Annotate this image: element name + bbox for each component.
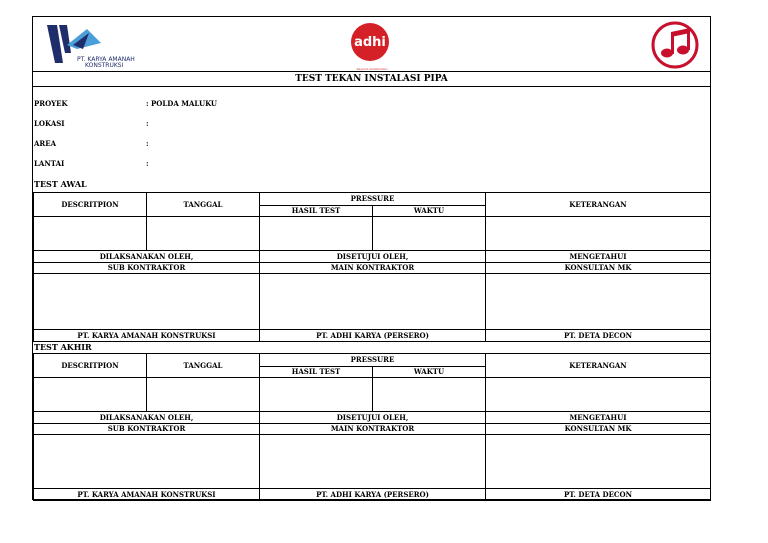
proyek-label: PROYEK	[34, 99, 68, 108]
area-value: :	[146, 139, 149, 148]
kak-company-name: PT. KARYA AMANAH	[77, 56, 135, 63]
col-waktu: WAKTU	[413, 367, 445, 376]
area-label: AREA	[34, 139, 57, 148]
sig-sub-kontraktor-role: SUB KONTRAKTOR	[107, 424, 186, 433]
kak-logo	[43, 23, 143, 73]
col-description: DESCRITPION	[61, 199, 119, 209]
sig-konsultan-label: MENGETAHUI	[569, 412, 627, 422]
sig-konsultan-role: KONSULTAN MK	[564, 424, 632, 433]
sig-main-kontraktor-label: DISETUJUI OLEH,	[336, 412, 409, 422]
col-hasil-test: HASIL TEST	[291, 367, 341, 376]
col-description: DESCRITPION	[61, 360, 119, 370]
test-awal-table	[33, 192, 710, 342]
section-title-awal: TEST AWAL	[34, 179, 87, 189]
document-title: TEST TEKAN INSTALASI PIPA	[295, 73, 448, 84]
lokasi-value: :	[146, 119, 149, 128]
sig-konsultan-role: KONSULTAN MK	[564, 263, 632, 272]
sig-sub-kontraktor-name: PT. KARYA AMANAH KONSTRUKSI	[77, 331, 216, 340]
col-waktu: WAKTU	[413, 206, 445, 215]
col-keterangan: KETERANGAN	[569, 199, 627, 209]
sig-sub-kontraktor-name: PT. KARYA AMANAH KONSTRUKSI	[77, 490, 216, 499]
sig-konsultan-name: PT. DETA DECON	[563, 331, 633, 340]
col-pressure: PRESSURE	[350, 194, 395, 203]
proyek-value: : POLDA MALUKU	[146, 99, 218, 108]
col-tanggal: TANGGAL	[183, 360, 223, 370]
sig-main-kontraktor-role: MAIN KONTRAKTOR	[330, 263, 415, 272]
col-tanggal: TANGGAL	[183, 199, 223, 209]
sig-main-kontraktor-role: MAIN KONTRAKTOR	[330, 424, 415, 433]
sig-konsultan-name: PT. DETA DECON	[563, 490, 633, 499]
music-note-icon	[650, 20, 700, 70]
lokasi-label: LOKASI	[34, 119, 65, 128]
sig-sub-kontraktor-role: SUB KONTRAKTOR	[107, 263, 186, 272]
section-title-akhir: TEST AKHIR	[34, 342, 92, 352]
lantai-value: :	[146, 159, 149, 168]
document-frame	[32, 16, 711, 500]
sig-sub-kontraktor-label: DILAKSANAKAN OLEH,	[99, 412, 194, 422]
deta-decon-logo	[650, 20, 700, 70]
kak-company-sub: KONSTRUKSI	[85, 62, 124, 69]
col-hasil-test: HASIL TEST	[291, 206, 341, 215]
lantai-label: LANTAI	[34, 159, 65, 168]
sig-sub-kontraktor-label: DILAKSANAKAN OLEH,	[99, 251, 194, 261]
test-akhir-table	[33, 353, 710, 501]
sig-main-kontraktor-label: DISETUJUI OLEH,	[336, 251, 409, 261]
sig-konsultan-label: MENGETAHUI	[569, 251, 627, 261]
adhi-logo-text: adhi	[354, 34, 386, 50]
sig-main-kontraktor-name: PT. ADHI KARYA (PERSERO)	[316, 331, 429, 340]
adhi-logo	[347, 21, 397, 71]
col-keterangan: KETERANGAN	[569, 360, 627, 370]
adhi-tagline: beyond construction	[356, 67, 388, 71]
sig-main-kontraktor-name: PT. ADHI KARYA (PERSERO)	[316, 490, 429, 499]
col-pressure: PRESSURE	[350, 355, 395, 364]
